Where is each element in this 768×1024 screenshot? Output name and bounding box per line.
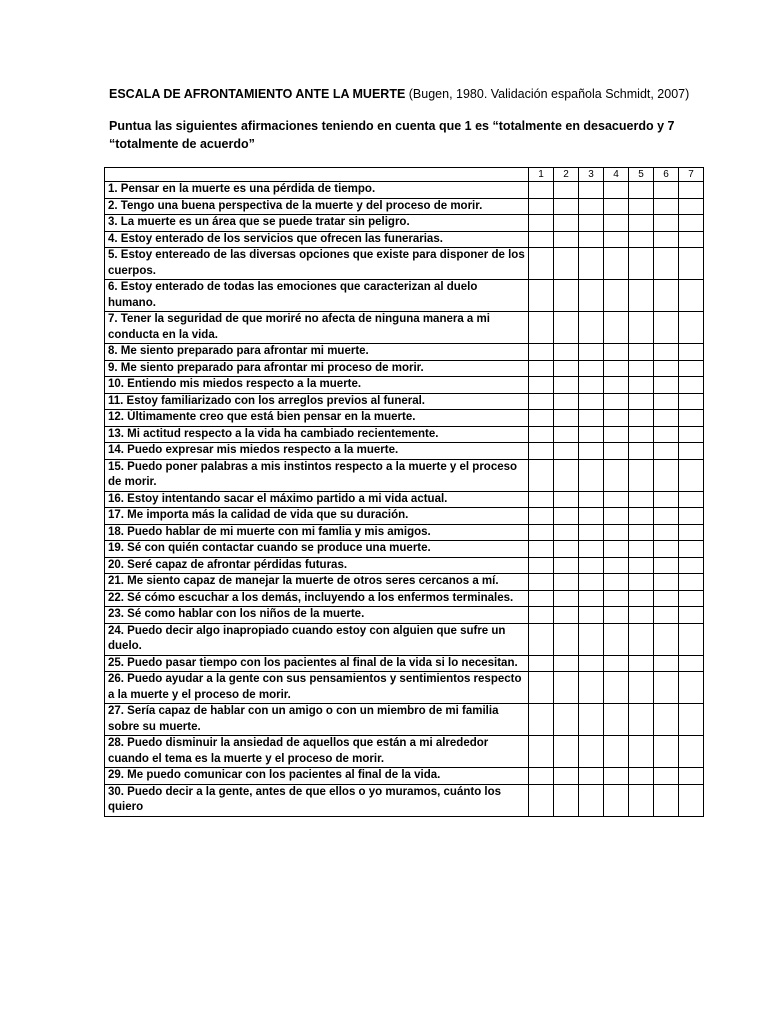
rating-cell-4[interactable] xyxy=(604,541,629,558)
rating-cell-5[interactable] xyxy=(629,344,654,361)
rating-cell-4[interactable] xyxy=(604,655,629,672)
table-row xyxy=(105,623,704,655)
rating-cell-2[interactable] xyxy=(554,574,579,591)
rating-cell-1[interactable] xyxy=(529,312,554,344)
rating-cell-7[interactable] xyxy=(679,459,704,491)
rating-cell-3[interactable] xyxy=(579,182,604,199)
rating-cell-4[interactable] xyxy=(604,377,629,394)
rating-cell-3[interactable] xyxy=(579,524,604,541)
rating-cell-3[interactable] xyxy=(579,443,604,460)
rating-cell-1[interactable] xyxy=(529,182,554,199)
rating-cell-4[interactable] xyxy=(604,231,629,248)
statement-text: 13. Mi actitud respecto a la vida ha cambiado recientemente. xyxy=(105,426,529,443)
rating-cell-6[interactable] xyxy=(654,623,679,655)
rating-cell-5[interactable] xyxy=(629,426,654,443)
rating-cell-2[interactable] xyxy=(554,704,579,736)
table-row xyxy=(105,312,704,344)
rating-cell-7[interactable] xyxy=(679,426,704,443)
statement-text: 9. Me siento preparado para afrontar mi proceso de morir. xyxy=(105,360,529,377)
rating-cell-6[interactable] xyxy=(654,377,679,394)
scale-header-6: 6 xyxy=(654,168,679,182)
statement-text: 26. Puedo ayudar a la gente con sus pensamientos y sentimientos respecto a la muerte y el proceso de morir. xyxy=(105,672,529,704)
rating-cell-1[interactable] xyxy=(529,623,554,655)
rating-cell-5[interactable] xyxy=(629,672,654,704)
rating-cell-2[interactable] xyxy=(554,655,579,672)
rating-cell-4[interactable] xyxy=(604,607,629,624)
rating-cell-6[interactable] xyxy=(654,655,679,672)
table-row xyxy=(105,574,704,591)
rating-cell-1[interactable] xyxy=(529,574,554,591)
rating-cell-5[interactable] xyxy=(629,508,654,525)
rating-cell-6[interactable] xyxy=(654,736,679,768)
rating-cell-4[interactable] xyxy=(604,459,629,491)
table-row xyxy=(105,393,704,410)
scale-header-7: 7 xyxy=(679,168,704,182)
statement-text: 11. Estoy familiarizado con los arreglos previos al funeral. xyxy=(105,393,529,410)
rating-cell-6[interactable] xyxy=(654,231,679,248)
rating-cell-4[interactable] xyxy=(604,784,629,816)
rating-cell-1[interactable] xyxy=(529,508,554,525)
rating-cell-4[interactable] xyxy=(604,443,629,460)
rating-cell-7[interactable] xyxy=(679,360,704,377)
rating-cell-5[interactable] xyxy=(629,607,654,624)
rating-cell-7[interactable] xyxy=(679,410,704,427)
rating-cell-6[interactable] xyxy=(654,704,679,736)
statement-text: 24. Puedo decir algo inapropiado cuando estoy con alguien que sufre un duelo. xyxy=(105,623,529,655)
rating-cell-3[interactable] xyxy=(579,248,604,280)
rating-cell-3[interactable] xyxy=(579,655,604,672)
rating-cell-1[interactable] xyxy=(529,607,554,624)
rating-cell-5[interactable] xyxy=(629,443,654,460)
statement-text: 1. Pensar en la muerte es una pérdida de tiempo. xyxy=(105,182,529,199)
rating-cell-3[interactable] xyxy=(579,215,604,232)
rating-cell-2[interactable] xyxy=(554,344,579,361)
rating-cell-6[interactable] xyxy=(654,459,679,491)
rating-cell-5[interactable] xyxy=(629,182,654,199)
rating-cell-5[interactable] xyxy=(629,768,654,785)
rating-cell-1[interactable] xyxy=(529,655,554,672)
rating-cell-1[interactable] xyxy=(529,377,554,394)
rating-cell-4[interactable] xyxy=(604,215,629,232)
statement-text: 30. Puedo decir a la gente, antes de que ellos o yo muramos, cuánto los quiero xyxy=(105,784,529,816)
rating-cell-6[interactable] xyxy=(654,491,679,508)
rating-cell-4[interactable] xyxy=(604,557,629,574)
rating-cell-3[interactable] xyxy=(579,393,604,410)
rating-cell-6[interactable] xyxy=(654,541,679,558)
rating-cell-2[interactable] xyxy=(554,443,579,460)
statement-text: 29. Me puedo comunicar con los pacientes al final de la vida. xyxy=(105,768,529,785)
rating-cell-7[interactable] xyxy=(679,443,704,460)
rating-cell-3[interactable] xyxy=(579,784,604,816)
rating-cell-5[interactable] xyxy=(629,590,654,607)
table-row xyxy=(105,607,704,624)
rating-cell-6[interactable] xyxy=(654,360,679,377)
rating-cell-5[interactable] xyxy=(629,393,654,410)
table-row xyxy=(105,768,704,785)
rating-cell-2[interactable] xyxy=(554,672,579,704)
rating-cell-5[interactable] xyxy=(629,215,654,232)
scale-header-5: 5 xyxy=(629,168,654,182)
rating-cell-6[interactable] xyxy=(654,524,679,541)
rating-cell-2[interactable] xyxy=(554,459,579,491)
rating-cell-7[interactable] xyxy=(679,198,704,215)
rating-cell-1[interactable] xyxy=(529,215,554,232)
rating-cell-5[interactable] xyxy=(629,360,654,377)
rating-cell-3[interactable] xyxy=(579,623,604,655)
rating-cell-3[interactable] xyxy=(579,377,604,394)
statement-text: 21. Me siento capaz de manejar la muerte de otros seres cercanos a mí. xyxy=(105,574,529,591)
statement-text: 25. Puedo pasar tiempo con los pacientes al final de la vida si lo necesitan. xyxy=(105,655,529,672)
table-row xyxy=(105,491,704,508)
rating-cell-2[interactable] xyxy=(554,491,579,508)
rating-cell-3[interactable] xyxy=(579,607,604,624)
statement-text: 19. Sé con quién contactar cuando se produce una muerte. xyxy=(105,541,529,558)
rating-cell-7[interactable] xyxy=(679,524,704,541)
rating-cell-7[interactable] xyxy=(679,784,704,816)
table-row xyxy=(105,248,704,280)
rating-cell-3[interactable] xyxy=(579,574,604,591)
statement-text: 27. Sería capaz de hablar con un amigo o con un miembro de mi familia sobre su muerte. xyxy=(105,704,529,736)
rating-cell-1[interactable] xyxy=(529,280,554,312)
statement-text: 18. Puedo hablar de mi muerte con mi famlia y mis amigos. xyxy=(105,524,529,541)
rating-cell-5[interactable] xyxy=(629,312,654,344)
rating-cell-6[interactable] xyxy=(654,443,679,460)
rating-cell-6[interactable] xyxy=(654,607,679,624)
rating-cell-6[interactable] xyxy=(654,280,679,312)
rating-cell-2[interactable] xyxy=(554,768,579,785)
table-row xyxy=(105,443,704,460)
rating-cell-3[interactable] xyxy=(579,768,604,785)
table-row xyxy=(105,231,704,248)
rating-cell-1[interactable] xyxy=(529,443,554,460)
rating-cell-7[interactable] xyxy=(679,393,704,410)
rating-cell-5[interactable] xyxy=(629,280,654,312)
rating-cell-3[interactable] xyxy=(579,198,604,215)
rating-cell-1[interactable] xyxy=(529,393,554,410)
statement-text: 20. Seré capaz de afrontar pérdidas futuras. xyxy=(105,557,529,574)
scale-header-2: 2 xyxy=(554,168,579,182)
statement-text: 4. Estoy enterado de los servicios que ofrecen las funerarias. xyxy=(105,231,529,248)
rating-cell-2[interactable] xyxy=(554,607,579,624)
rating-cell-1[interactable] xyxy=(529,704,554,736)
rating-cell-4[interactable] xyxy=(604,344,629,361)
rating-cell-5[interactable] xyxy=(629,491,654,508)
rating-cell-4[interactable] xyxy=(604,590,629,607)
rating-cell-4[interactable] xyxy=(604,198,629,215)
rating-cell-1[interactable] xyxy=(529,231,554,248)
rating-cell-2[interactable] xyxy=(554,590,579,607)
rating-cell-7[interactable] xyxy=(679,768,704,785)
rating-cell-2[interactable] xyxy=(554,377,579,394)
rating-cell-4[interactable] xyxy=(604,704,629,736)
rating-cell-2[interactable] xyxy=(554,360,579,377)
rating-cell-1[interactable] xyxy=(529,524,554,541)
rating-cell-2[interactable] xyxy=(554,231,579,248)
rating-cell-3[interactable] xyxy=(579,360,604,377)
rating-cell-1[interactable] xyxy=(529,768,554,785)
rating-cell-5[interactable] xyxy=(629,557,654,574)
rating-cell-3[interactable] xyxy=(579,312,604,344)
rating-cell-1[interactable] xyxy=(529,590,554,607)
rating-cell-3[interactable] xyxy=(579,590,604,607)
scale-header-4: 4 xyxy=(604,168,629,182)
rating-cell-6[interactable] xyxy=(654,410,679,427)
rating-cell-7[interactable] xyxy=(679,574,704,591)
rating-cell-5[interactable] xyxy=(629,574,654,591)
rating-cell-6[interactable] xyxy=(654,590,679,607)
statement-text: 5. Estoy entereado de las diversas opciones que existe para disponer de los cuerpos. xyxy=(105,248,529,280)
rating-cell-6[interactable] xyxy=(654,215,679,232)
rating-cell-1[interactable] xyxy=(529,198,554,215)
rating-cell-7[interactable] xyxy=(679,491,704,508)
rating-cell-5[interactable] xyxy=(629,198,654,215)
statement-text: 28. Puedo disminuir la ansiedad de aquellos que están a mi alrededor cuando el tema es la muerte y el proceso de morir. xyxy=(105,736,529,768)
rating-cell-4[interactable] xyxy=(604,768,629,785)
rating-cell-7[interactable] xyxy=(679,736,704,768)
rating-cell-3[interactable] xyxy=(579,541,604,558)
table-row xyxy=(105,280,704,312)
rating-cell-3[interactable] xyxy=(579,410,604,427)
rating-cell-7[interactable] xyxy=(679,557,704,574)
rating-cell-2[interactable] xyxy=(554,541,579,558)
rating-cell-7[interactable] xyxy=(679,215,704,232)
rating-cell-6[interactable] xyxy=(654,557,679,574)
rating-cell-4[interactable] xyxy=(604,508,629,525)
likert-scale-table xyxy=(104,167,704,817)
rating-cell-2[interactable] xyxy=(554,198,579,215)
table-row xyxy=(105,360,704,377)
rating-cell-6[interactable] xyxy=(654,508,679,525)
rating-cell-1[interactable] xyxy=(529,360,554,377)
rating-cell-4[interactable] xyxy=(604,182,629,199)
rating-cell-2[interactable] xyxy=(554,215,579,232)
rating-cell-5[interactable] xyxy=(629,231,654,248)
rating-cell-7[interactable] xyxy=(679,344,704,361)
rating-cell-6[interactable] xyxy=(654,248,679,280)
rating-cell-4[interactable] xyxy=(604,248,629,280)
rating-cell-6[interactable] xyxy=(654,182,679,199)
rating-cell-7[interactable] xyxy=(679,607,704,624)
rating-cell-3[interactable] xyxy=(579,557,604,574)
rating-cell-2[interactable] xyxy=(554,557,579,574)
table-row xyxy=(105,557,704,574)
statement-text: 22. Sé cómo escuchar a los demás, incluyendo a los enfermos terminales. xyxy=(105,590,529,607)
rating-cell-7[interactable] xyxy=(679,590,704,607)
rating-cell-1[interactable] xyxy=(529,344,554,361)
rating-cell-5[interactable] xyxy=(629,704,654,736)
rating-cell-6[interactable] xyxy=(654,672,679,704)
rating-cell-5[interactable] xyxy=(629,248,654,280)
rating-cell-4[interactable] xyxy=(604,736,629,768)
rating-cell-1[interactable] xyxy=(529,248,554,280)
rating-cell-3[interactable] xyxy=(579,491,604,508)
table-row xyxy=(105,459,704,491)
rating-cell-5[interactable] xyxy=(629,784,654,816)
rating-cell-7[interactable] xyxy=(679,704,704,736)
table-row xyxy=(105,672,704,704)
rating-cell-7[interactable] xyxy=(679,377,704,394)
rating-cell-6[interactable] xyxy=(654,574,679,591)
rating-cell-2[interactable] xyxy=(554,393,579,410)
rating-cell-6[interactable] xyxy=(654,312,679,344)
rating-cell-7[interactable] xyxy=(679,623,704,655)
table-row xyxy=(105,784,704,816)
rating-cell-4[interactable] xyxy=(604,280,629,312)
rating-cell-2[interactable] xyxy=(554,736,579,768)
table-row xyxy=(105,736,704,768)
rating-cell-5[interactable] xyxy=(629,655,654,672)
rating-cell-1[interactable] xyxy=(529,426,554,443)
rating-cell-1[interactable] xyxy=(529,736,554,768)
statement-text: 12. Últimamente creo que está bien pensar en la muerte. xyxy=(105,410,529,427)
rating-cell-2[interactable] xyxy=(554,312,579,344)
rating-cell-3[interactable] xyxy=(579,704,604,736)
scale-header-1: 1 xyxy=(529,168,554,182)
statement-text: 7. Tener la seguridad de que moriré no afecta de ninguna manera a mi conducta en la vida. xyxy=(105,312,529,344)
rating-cell-4[interactable] xyxy=(604,312,629,344)
table-row xyxy=(105,655,704,672)
statement-text: 3. La muerte es un área que se puede tratar sin peligro. xyxy=(105,215,529,232)
rating-cell-4[interactable] xyxy=(604,360,629,377)
rating-cell-1[interactable] xyxy=(529,784,554,816)
rating-cell-4[interactable] xyxy=(604,524,629,541)
rating-cell-6[interactable] xyxy=(654,198,679,215)
rating-cell-2[interactable] xyxy=(554,280,579,312)
rating-cell-7[interactable] xyxy=(679,541,704,558)
rating-cell-6[interactable] xyxy=(654,393,679,410)
table-row xyxy=(105,344,704,361)
scale-header-3: 3 xyxy=(579,168,604,182)
statement-text: 6. Estoy enterado de todas las emociones que caracterizan al duelo humano. xyxy=(105,280,529,312)
rating-cell-3[interactable] xyxy=(579,459,604,491)
rating-cell-2[interactable] xyxy=(554,524,579,541)
rating-cell-7[interactable] xyxy=(679,312,704,344)
table-row xyxy=(105,524,704,541)
statement-text: 2. Tengo una buena perspectiva de la muerte y del proceso de morir. xyxy=(105,198,529,215)
statement-text: 15. Puedo poner palabras a mis instintos respecto a la muerte y el proceso de morir. xyxy=(105,459,529,491)
rating-cell-2[interactable] xyxy=(554,410,579,427)
rating-cell-2[interactable] xyxy=(554,426,579,443)
rating-cell-4[interactable] xyxy=(604,426,629,443)
table-row xyxy=(105,426,704,443)
rating-cell-3[interactable] xyxy=(579,426,604,443)
statement-text: 10. Entiendo mis miedos respecto a la muerte. xyxy=(105,377,529,394)
rating-cell-7[interactable] xyxy=(679,231,704,248)
rating-cell-4[interactable] xyxy=(604,574,629,591)
rating-cell-1[interactable] xyxy=(529,410,554,427)
rating-cell-1[interactable] xyxy=(529,491,554,508)
rating-cell-6[interactable] xyxy=(654,426,679,443)
rating-cell-5[interactable] xyxy=(629,524,654,541)
rating-cell-3[interactable] xyxy=(579,280,604,312)
rating-cell-7[interactable] xyxy=(679,248,704,280)
statement-text: 23. Sé como hablar con los niños de la muerte. xyxy=(105,607,529,624)
title-main: ESCALA DE AFRONTAMIENTO ANTE LA MUERTE xyxy=(109,87,406,101)
rating-cell-4[interactable] xyxy=(604,410,629,427)
table-row xyxy=(105,215,704,232)
table-row xyxy=(105,541,704,558)
table-row xyxy=(105,377,704,394)
table-row xyxy=(105,508,704,525)
rating-cell-5[interactable] xyxy=(629,736,654,768)
rating-cell-2[interactable] xyxy=(554,784,579,816)
rating-cell-5[interactable] xyxy=(629,410,654,427)
rating-cell-7[interactable] xyxy=(679,655,704,672)
rating-cell-3[interactable] xyxy=(579,736,604,768)
rating-cell-3[interactable] xyxy=(579,508,604,525)
rating-cell-5[interactable] xyxy=(629,623,654,655)
rating-cell-2[interactable] xyxy=(554,248,579,280)
rating-cell-5[interactable] xyxy=(629,541,654,558)
rating-cell-6[interactable] xyxy=(654,784,679,816)
rating-cell-2[interactable] xyxy=(554,623,579,655)
rating-cell-3[interactable] xyxy=(579,231,604,248)
rating-cell-6[interactable] xyxy=(654,344,679,361)
rating-cell-4[interactable] xyxy=(604,672,629,704)
rating-cell-6[interactable] xyxy=(654,768,679,785)
table-row xyxy=(105,410,704,427)
scale-items xyxy=(105,182,704,817)
rating-cell-7[interactable] xyxy=(679,182,704,199)
rating-cell-4[interactable] xyxy=(604,623,629,655)
rating-cell-1[interactable] xyxy=(529,541,554,558)
rating-cell-5[interactable] xyxy=(629,459,654,491)
table-row xyxy=(105,590,704,607)
table-row xyxy=(105,704,704,736)
rating-cell-3[interactable] xyxy=(579,672,604,704)
scale-header-row xyxy=(105,168,704,182)
statement-text: 14. Puedo expresar mis miedos respecto a la muerte. xyxy=(105,443,529,460)
table-row xyxy=(105,198,704,215)
rating-cell-7[interactable] xyxy=(679,672,704,704)
statement-text: 17. Me importa más la calidad de vida que su duración. xyxy=(105,508,529,525)
rating-cell-2[interactable] xyxy=(554,182,579,199)
document-title xyxy=(109,86,749,102)
rating-cell-7[interactable] xyxy=(679,280,704,312)
rating-cell-3[interactable] xyxy=(579,344,604,361)
title-citation: (Bugen, 1980. Validación española Schmidt, 2007) xyxy=(405,87,690,101)
rating-cell-1[interactable] xyxy=(529,459,554,491)
rating-cell-4[interactable] xyxy=(604,491,629,508)
statement-text: 16. Estoy intentando sacar el máximo partido a mi vida actual. xyxy=(105,491,529,508)
rating-cell-4[interactable] xyxy=(604,393,629,410)
rating-cell-7[interactable] xyxy=(679,508,704,525)
rating-cell-1[interactable] xyxy=(529,672,554,704)
rating-cell-1[interactable] xyxy=(529,557,554,574)
rating-cell-5[interactable] xyxy=(629,377,654,394)
table-row xyxy=(105,182,704,199)
rating-cell-2[interactable] xyxy=(554,508,579,525)
statement-header-cell xyxy=(105,168,529,182)
instructions-text: Puntua las siguientes afirmaciones teniendo en cuenta que 1 es “totalmente en desacuerdo y 7 “totalmente de acuerdo” xyxy=(109,119,675,151)
statement-text: 8. Me siento preparado para afrontar mi muerte. xyxy=(105,344,529,361)
